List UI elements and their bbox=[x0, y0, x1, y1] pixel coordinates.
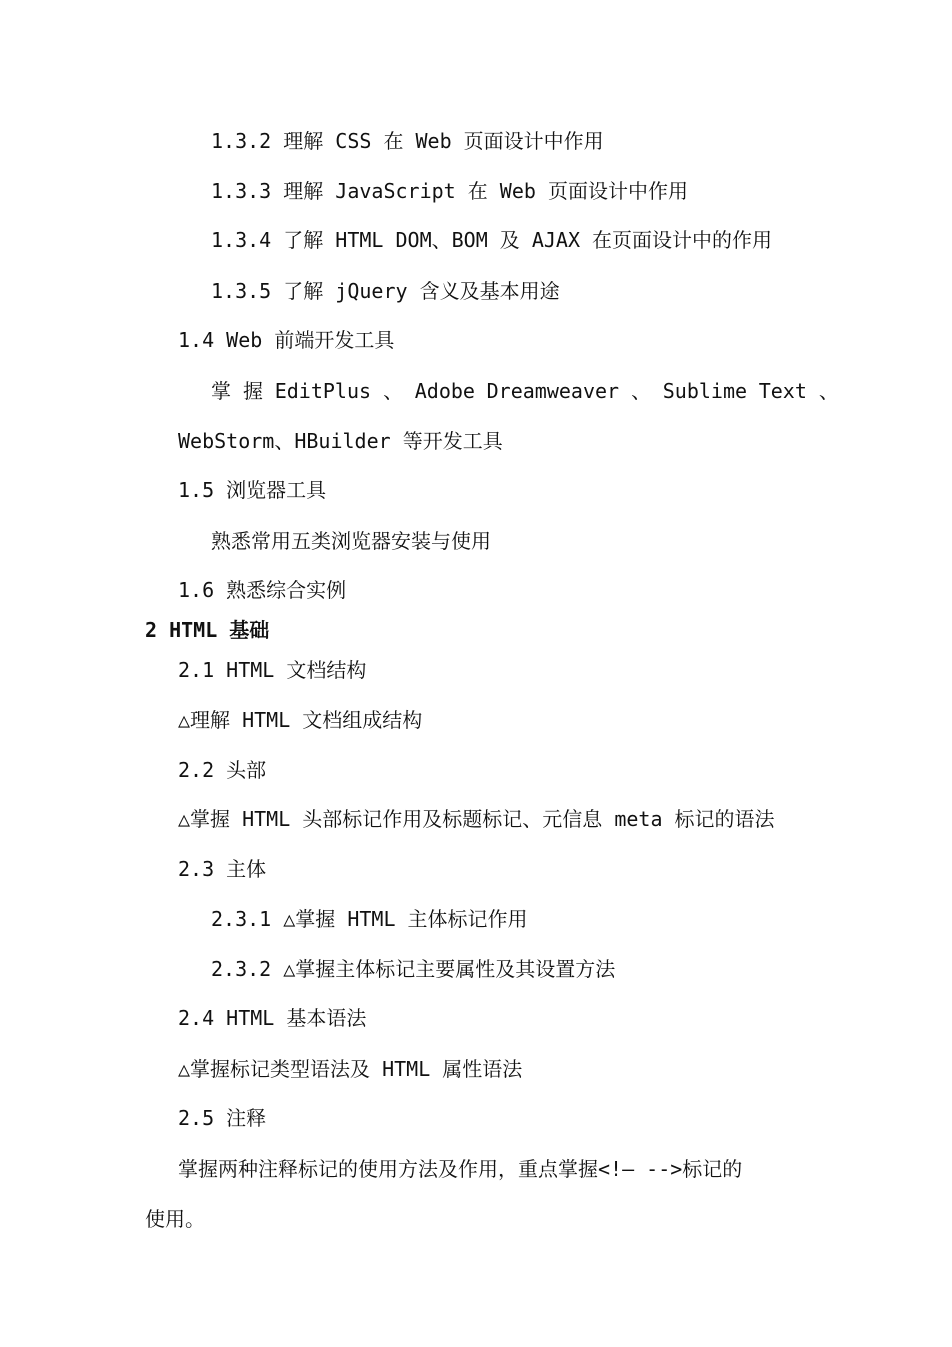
paragraph-2-5-line-1: 掌握两种注释标记的使用方法及作用，重点掌握<!— -->标记的 bbox=[178, 1157, 743, 1181]
paragraph-2-5-line-2: 使用。 bbox=[145, 1207, 205, 1231]
tools-word-4: Dreamweaver 、 bbox=[486, 379, 652, 403]
section-1-5: 1.5 浏览器工具 bbox=[178, 478, 327, 502]
tools-word-2: EditPlus 、 bbox=[274, 379, 404, 403]
paragraph-2-4: △掌握标记类型语法及 HTML 属性语法 bbox=[178, 1057, 523, 1081]
tools-paragraph-line-2: WebStorm、HBuilder 等开发工具 bbox=[178, 429, 503, 453]
section-2-1: 2.1 HTML 文档结构 bbox=[178, 658, 367, 682]
tools-word-3: Adobe bbox=[414, 379, 475, 403]
item-1-3-5: 1.3.5 了解 jQuery 含义及基本用途 bbox=[211, 279, 560, 303]
tools-word-5: Sublime bbox=[662, 379, 748, 403]
tools-word-6: Text 、 bbox=[758, 379, 839, 403]
paragraph-2-1: △理解 HTML 文档组成结构 bbox=[178, 708, 423, 732]
section-2-4: 2.4 HTML 基本语法 bbox=[178, 1006, 367, 1030]
item-1-3-3: 1.3.3 理解 JavaScript 在 Web 页面设计中作用 bbox=[211, 179, 688, 203]
item-2-3-2: 2.3.2 △掌握主体标记主要属性及其设置方法 bbox=[211, 957, 616, 981]
chapter-2-heading: 2 HTML 基础 bbox=[145, 618, 270, 642]
paragraph-2-2: △掌握 HTML 头部标记作用及标题标记、元信息 meta 标记的语法 bbox=[178, 807, 775, 831]
section-2-5: 2.5 注释 bbox=[178, 1106, 267, 1130]
item-2-3-1: 2.3.1 △掌握 HTML 主体标记作用 bbox=[211, 907, 528, 931]
section-2-2: 2.2 头部 bbox=[178, 758, 267, 782]
tools-word-1: 掌 握 bbox=[211, 379, 264, 403]
tools-paragraph-line-1 bbox=[211, 378, 839, 404]
browser-paragraph: 熟悉常用五类浏览器安装与使用 bbox=[211, 529, 491, 553]
item-1-3-4: 1.3.4 了解 HTML DOM、BOM 及 AJAX 在页面设计中的作用 bbox=[211, 228, 773, 252]
section-1-6: 1.6 熟悉综合实例 bbox=[178, 578, 347, 602]
section-2-3: 2.3 主体 bbox=[178, 857, 267, 881]
section-1-4: 1.4 Web 前端开发工具 bbox=[178, 328, 395, 352]
item-1-3-2: 1.3.2 理解 CSS 在 Web 页面设计中作用 bbox=[211, 129, 604, 153]
